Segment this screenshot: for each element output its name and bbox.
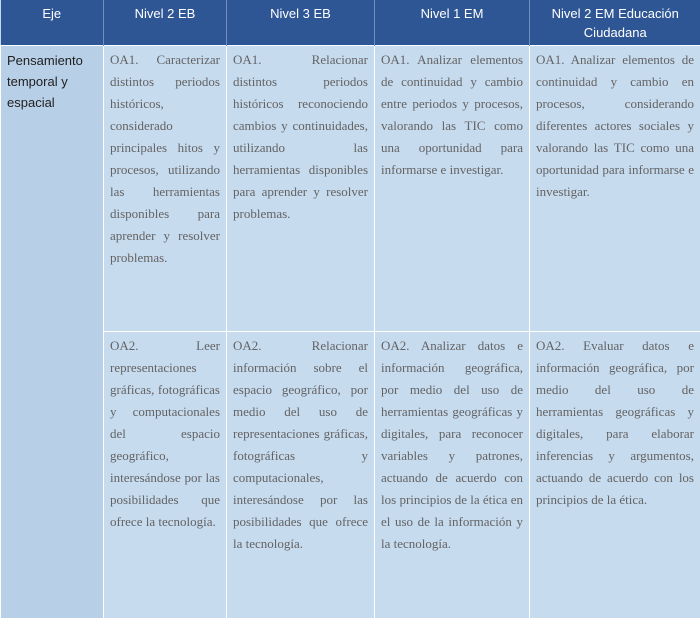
oa2-nivel-1-em-cell: OA2. Analizar datos e información geográfica, por medio del uso de herramientas geográficas y digitales, para reconocer variables y patrones, actuando de acuerdo con los principios de la ética en el uso de la información y la tecnología. <box>375 332 530 618</box>
oa2-nivel-2-eb-cell: OA2. Leer representaciones gráficas, fotográficas y computacionales del espacio geográfico, interesándose por las posibilidades que ofrece la tecnología. <box>104 332 227 618</box>
table-row <box>1 332 700 618</box>
header-nivel-3-eb: Nivel 3 EB <box>227 0 375 46</box>
header-nivel-2-eb: Nivel 2 EB <box>104 0 227 46</box>
table-row <box>1 46 700 332</box>
table-body <box>1 46 700 618</box>
oa2-nivel-2-em-cell: OA2. Evaluar datos e información geográfica, por medio del uso de herramientas geográficas y digitales, para elaborar inferencias y argumentos, actuando de acuerdo con los principios de la ética. <box>530 332 700 618</box>
oa1-nivel-2-eb-cell: OA1. Caracterizar distintos periodos históricos, considerado principales hitos y procesos, utilizando las herramientas disponibles para aprender y resolver problemas. <box>104 46 227 332</box>
oa2-nivel-3-eb-cell: OA2. Relacionar información sobre el espacio geográfico, por medio del uso de representaciones gráficas, fotográficas y computacionales, interesándose por las posibilidades que ofrece la tecnología. <box>227 332 375 618</box>
eje-cell: Pensamiento temporal y espacial <box>1 46 104 618</box>
oa1-nivel-3-eb-cell: OA1. Relacionar distintos periodos históricos reconociendo cambios y continuidades, utilizando las herramientas disponibles para aprender y resolver problemas. <box>227 46 375 332</box>
header-nivel-2-em: Nivel 2 EM Educación Ciudadana <box>530 0 700 46</box>
oa1-nivel-2-em-cell: OA1. Analizar elementos de continuidad y cambio en procesos, considerando diferentes actores sociales y valorando las TIC como una oportunidad para informarse e investigar. <box>530 46 700 332</box>
table-header <box>1 0 700 46</box>
oa1-nivel-1-em-cell: OA1. Analizar elementos de continuidad y cambio entre periodos y procesos, valorando las TIC como una oportunidad para informarse e investigar. <box>375 46 530 332</box>
header-eje: Eje <box>1 0 104 46</box>
header-row <box>1 0 700 46</box>
header-nivel-1-em: Nivel 1 EM <box>375 0 530 46</box>
